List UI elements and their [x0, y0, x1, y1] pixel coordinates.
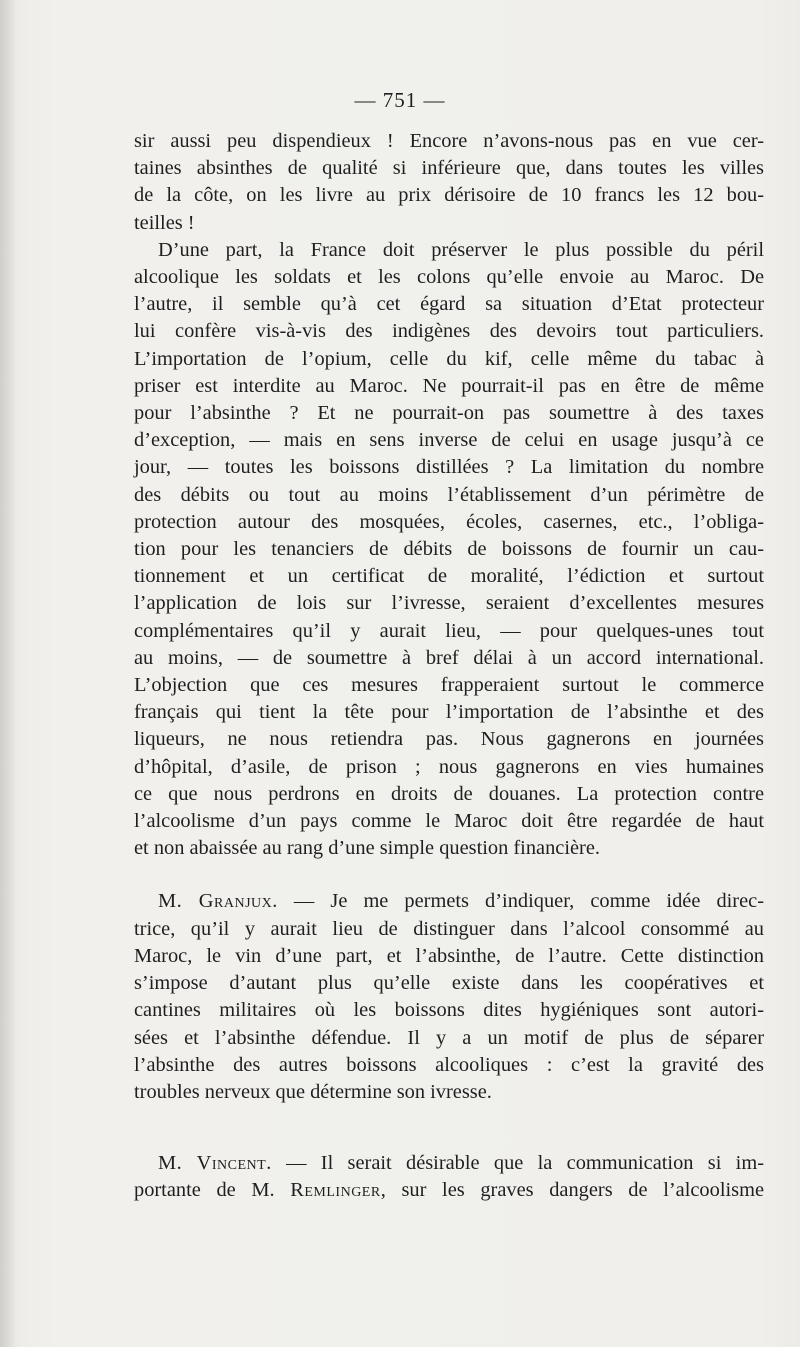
paragraph-2	[134, 237, 764, 863]
text-line: de la côte, on les livre au prix dérisoire de 10 francs les 12 bou-	[134, 184, 764, 207]
text-line: jour, — toutes les boissons distillées ? La limitation du nombre	[134, 456, 764, 479]
text-line: tionnement et un certificat de moralité, l’édiction et surtout	[134, 565, 764, 588]
text-line: d’exception, — mais en sens inverse de celui en usage jusqu’à ce	[134, 429, 764, 452]
text-line	[134, 888, 764, 915]
text-line: d’hôpital, d’asile, de prison ; nous gagnerons en vies humaines	[134, 755, 764, 778]
text-line: D’une part, la France doit préserver le plus possible du péril	[158, 238, 764, 261]
text-line: L’objection que ces mesures frapperaient surtout le commerce	[134, 674, 764, 697]
text-line: liqueurs, ne nous retiendra pas. Nous gagnerons en journées	[134, 728, 764, 751]
text-line: des débits ou tout au moins l’établissement d’un périmètre de	[134, 483, 764, 506]
text-line: trice, qu’il y aurait lieu de distinguer dans l’alcool consommé au	[134, 917, 764, 940]
paragraph-granjux	[134, 888, 764, 1106]
text-line: protection autour des mosquées, écoles, casernes, etc., l’obliga-	[134, 510, 764, 533]
paragraph-1	[134, 128, 764, 237]
text-line: taines absinthes de qualité si inférieure que, dans toutes les villes	[134, 157, 764, 180]
page-number: — 751 —	[354, 88, 446, 112]
text-line: sir aussi peu dispendieux ! Encore n’avons-nous pas en vue cer-	[134, 130, 764, 152]
cited-author-name: Remlinger	[290, 1179, 381, 1202]
page-binding-shadow	[0, 0, 14, 1347]
paragraph-spacer	[134, 1106, 764, 1150]
speaker-name: M. Vincent.	[158, 1152, 272, 1175]
text-line: tion pour les tenanciers de débits de boissons de fournir un cau-	[134, 538, 764, 561]
text-fragment: — Il serait désirable que la communication si im-	[271, 1152, 764, 1175]
text-fragment: — Je me permets d’indiquer, comme idée direc-	[277, 890, 764, 913]
text-line: ce que nous perdrons en droits de douanes. La protection contre	[134, 782, 764, 805]
text-fragment: , sur les graves dangers de l’alcoolisme	[380, 1179, 764, 1202]
text-line: L’importation de l’opium, celle du kif, celle même du tabac à	[134, 347, 764, 370]
text-line: l’absinthe des autres boissons alcooliques : c’est la gravité des	[134, 1053, 764, 1076]
text-line: complémentaires qu’il y aurait lieu, — pour quelques-unes tout	[134, 619, 764, 642]
text-line: l’alcoolisme d’un pays comme le Maroc doit être regardée de haut	[134, 810, 764, 833]
text-line: troubles nerveux que détermine son ivresse.	[134, 1080, 492, 1103]
text-line: sées et l’absinthe défendue. Il y a un motif de plus de séparer	[134, 1026, 764, 1049]
text-line: teilles !	[134, 211, 195, 234]
text-line: au moins, — de soumettre à bref délai à un accord international.	[134, 646, 764, 669]
text-fragment: portante de M.	[134, 1179, 291, 1202]
text-line: cantines militaires où les boissons dites hygiéniques sont autori-	[134, 999, 764, 1022]
body-text	[134, 128, 764, 1205]
text-line: lui confère vis-à-vis des indigènes des devoirs tout particuliers.	[134, 320, 764, 343]
text-line	[134, 1150, 764, 1177]
text-line: Maroc, le vin d’une part, et l’absinthe, de l’autre. Cette distinction	[134, 944, 764, 967]
speaker-name: M. Granjux.	[158, 890, 278, 913]
text-line: l’autre, il semble qu’à cet égard sa situation d’Etat protecteur	[134, 293, 764, 316]
paragraph-spacer	[134, 862, 764, 888]
text-line: alcoolique les soldats et les colons qu’elle envoie au Maroc. De	[134, 266, 764, 289]
text-line	[134, 1177, 764, 1204]
text-line: l’application de lois sur l’ivresse, seraient d’excellentes mesures	[134, 592, 764, 615]
paragraph-vincent	[134, 1150, 764, 1204]
text-line: pour l’absinthe ? Et ne pourrait-on pas soumettre à des taxes	[134, 402, 764, 425]
text-line: français qui tient la tête pour l’importation de l’absinthe et des	[134, 701, 764, 724]
text-line: et non abaissée au rang d’une simple question financière.	[134, 837, 600, 860]
text-line: s’impose d’autant plus qu’elle existe dans les coopératives et	[134, 972, 764, 995]
text-line: priser est interdite au Maroc. Ne pourrait-il pas en être de même	[134, 374, 764, 397]
